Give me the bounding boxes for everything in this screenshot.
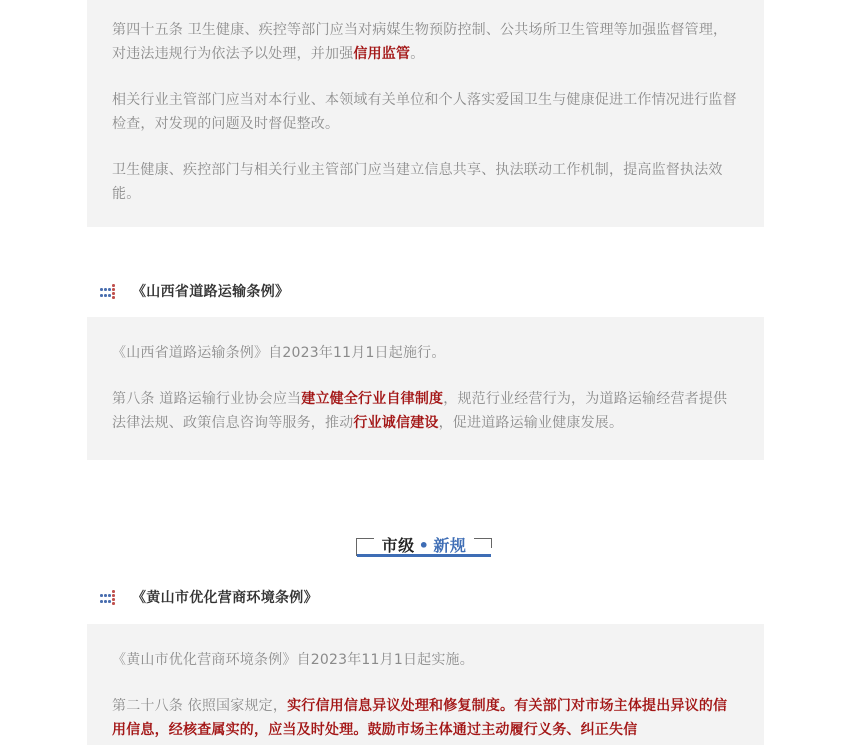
city-regulations-banner <box>356 530 492 560</box>
section-heading-huangshan <box>100 587 318 607</box>
highlight-self-discipline: 建立健全行业自律制度 <box>301 391 444 407</box>
article-block-sanitation <box>87 0 764 227</box>
banner-text: 市级 • 新规 <box>381 536 467 555</box>
paragraph: 第四十五条 卫生健康、疾控等部门应当对病媒生物预防控制、公共场所卫生管理等加强监督管理，对违法违规行为依法予以处理，并加强信用监管。 <box>112 22 728 62</box>
paragraph: 《黄山市优化营商环境条例》自2023年11月1日起实施。 <box>112 652 474 668</box>
section-title: 《山西省道路运输条例》 <box>132 284 290 300</box>
section-heading-shanxi <box>100 281 289 301</box>
dots-icon <box>100 283 116 299</box>
paragraph: 第二十八条 依照国家规定，实行信用信息异议处理和修复制度。有关部门对市场主体提出异议的信用信息，经核查属实的，应当及时处理。鼓励市场主体通过主动履行义务、纠正失信 <box>112 698 728 738</box>
paragraph: 《山西省道路运输条例》自2023年11月1日起施行。 <box>112 345 446 361</box>
highlight-credit-supervision: 信用监管 <box>353 46 411 62</box>
highlight-integrity: 行业诚信建设 <box>353 415 439 431</box>
paragraph: 第八条 道路运输行业协会应当建立健全行业自律制度，规范行业经营行为，为道路运输经营者提供法律法规、政策信息咨询等服务，推动行业诚信建设，促进道路运输业健康发展。 <box>112 391 728 431</box>
article-block-huangshan <box>87 624 764 745</box>
article-block-shanxi-road <box>87 317 764 460</box>
section-title: 《黄山市优化营商环境条例》 <box>132 590 318 606</box>
dots-icon <box>100 589 116 605</box>
paragraph: 相关行业主管部门应当对本行业、本领域有关单位和个人落实爱国卫生与健康促进工作情况进行监督检查，对发现的问题及时督促整改。 <box>112 92 737 132</box>
paragraph: 卫生健康、疾控部门与相关行业主管部门应当建立信息共享、执法联动工作机制，提高监督执法效能。 <box>112 162 723 202</box>
highlight-credit-repair: 实行信用信息异议处理和修复制度。有关部门对市场主体提出异议的信用信息，经核查属实的，应当及时处理。鼓励市场主体通过主动履行义务、纠正失信 <box>112 698 728 738</box>
